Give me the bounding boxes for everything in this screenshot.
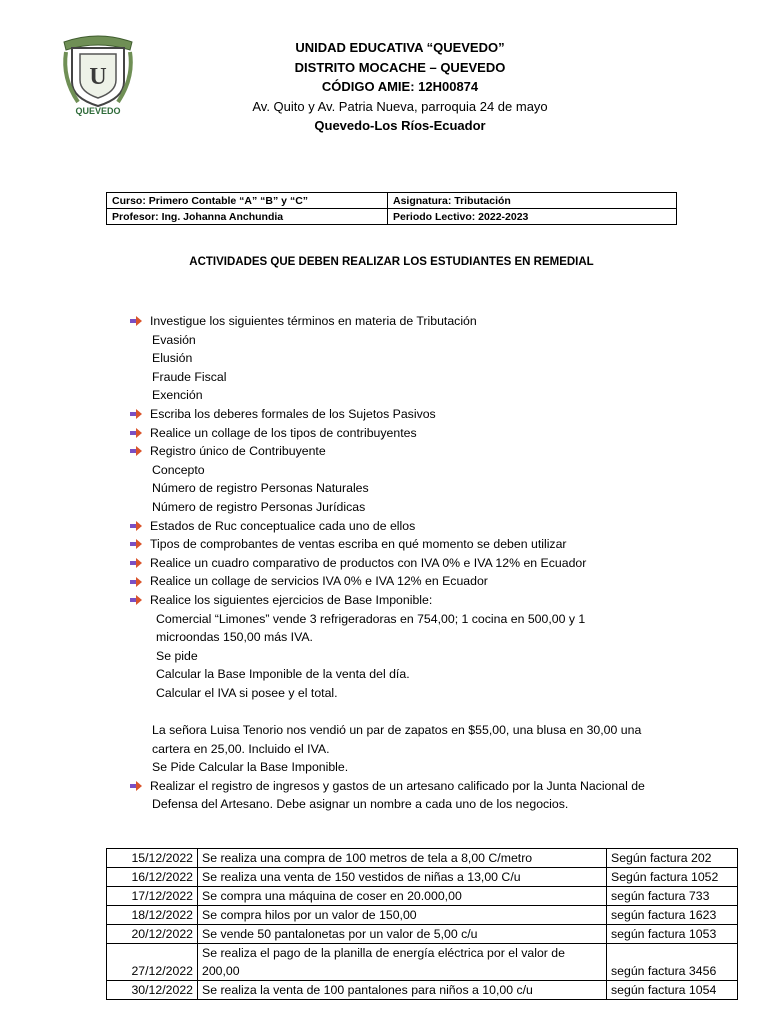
table-row [107, 887, 738, 906]
activities-title: ACTIVIDADES QUE DEBEN REALIZAR LOS ESTUDIANTES EN REMEDIAL [189, 256, 594, 268]
reference-cell: según factura 1623 [607, 906, 738, 925]
date-cell: 30/12/2022 [107, 981, 198, 1000]
arrow-bullet-icon [130, 312, 150, 331]
activity-item [130, 591, 690, 610]
activity-item [130, 554, 690, 573]
ruc-item: Número de registro Personas Naturales [152, 481, 369, 496]
exercise-line: Comercial “Limones” vende 3 refrigeradoras en 754,00; 1 cocina en 500,00 y 1 [156, 611, 586, 626]
term-item: Elusión [152, 351, 193, 366]
date-cell: 17/12/2022 [107, 887, 198, 906]
school-district: DISTRITO MOCACHE – QUEVEDO [294, 59, 506, 75]
reference-cell: Según factura 1052 [607, 868, 738, 887]
school-header [190, 38, 610, 136]
spacer [130, 702, 690, 721]
description-cell: Se realiza el pago de la planilla de energía eléctrica por el valor de 200,00 [198, 944, 607, 981]
reference-cell: según factura 1053 [607, 925, 738, 944]
course-info-table [106, 192, 677, 225]
activity-item [130, 312, 690, 331]
date-cell: 18/12/2022 [107, 906, 198, 925]
term-item: Evasión [152, 332, 196, 347]
ruc-item: Número de registro Personas Jurídicas [152, 499, 366, 514]
exercise-line: microondas 150,00 más IVA. [156, 630, 313, 645]
term-item: Exención [152, 388, 203, 403]
transactions-table [106, 848, 738, 1000]
teacher-cell: Profesor: Ing. Johanna Anchundia [107, 209, 388, 225]
activity-text: Realice un cuadro comparativo de productos con IVA 0% e IVA 12% en Ecuador [150, 555, 587, 570]
table-row [107, 944, 738, 981]
info-row [107, 193, 677, 209]
arrow-bullet-icon [130, 572, 150, 591]
description-cell: Se vende 50 pantalonetas por un valor de 5,00 c/u [198, 925, 607, 944]
activity-text: Escriba los deberes formales de los Sujetos Pasivos [150, 406, 436, 421]
activity-continuation: Defensa del Artesano. Debe asignar un nombre a cada uno de los negocios. [152, 797, 569, 812]
activity-item [130, 405, 690, 424]
exercise-line: La señora Luisa Tenorio nos vendió un par de zapatos en $55,00, una blusa en 30,00 una [152, 723, 642, 738]
period-cell: Periodo Lectivo: 2022-2023 [388, 209, 677, 225]
arrow-bullet-icon [130, 591, 150, 610]
activity-text: Realice los siguientes ejercicios de Base Imponible: [150, 592, 433, 607]
activity-item [130, 442, 690, 461]
description-cell: Se realiza una compra de 100 metros de tela a 8,00 C/metro [198, 849, 607, 868]
info-row [107, 209, 677, 225]
exercise-line: cartera en 25,00. Incluido el IVA. [152, 741, 330, 756]
activity-text: Estados de Ruc conceptualice cada uno de ellos [150, 518, 416, 533]
school-location: Quevedo-Los Ríos-Ecuador [314, 118, 486, 133]
term-item: Fraude Fiscal [152, 369, 227, 384]
activity-item [130, 572, 690, 591]
arrow-bullet-icon [130, 517, 150, 536]
activity-text: Registro único de Contribuyente [150, 444, 326, 459]
logo-text: QUEVEDO [75, 106, 121, 116]
activity-item [130, 517, 690, 536]
arrow-bullet-icon [130, 442, 150, 461]
arrow-bullet-icon [130, 554, 150, 573]
table-row [107, 868, 738, 887]
description-cell: Se compra una máquina de coser en 20.000,00 [198, 887, 607, 906]
logo-letter: U [89, 64, 107, 90]
description-cell: Se compra hilos por un valor de 150,00 [198, 906, 607, 925]
exercise-line: Calcular la Base Imponible de la venta del día. [156, 667, 410, 682]
school-address: Av. Quito y Av. Patria Nueva, parroquia 24 de mayo [252, 98, 548, 114]
activity-text: Realice un collage de servicios IVA 0% e IVA 12% en Ecuador [150, 574, 488, 589]
table-row [107, 981, 738, 1000]
school-logo [58, 28, 138, 116]
arrow-bullet-icon [130, 777, 150, 796]
arrow-bullet-icon [130, 424, 150, 443]
arrow-bullet-icon [130, 535, 150, 554]
exercise-line: Se pide [156, 648, 198, 663]
description-cell: Se realiza una venta de 150 vestidos de niñas a 13,00 C/u [198, 868, 607, 887]
exercise-line: Se Pide Calcular la Base Imponible. [152, 760, 349, 775]
arrow-bullet-icon [130, 405, 150, 424]
subject-cell: Asignatura: Tributación [388, 193, 677, 209]
table-row [107, 849, 738, 868]
activity-item [130, 535, 690, 554]
reference-cell: Según factura 202 [607, 849, 738, 868]
activity-text: Tipos de comprobantes de ventas escriba en qué momento se deben utilizar [150, 537, 567, 552]
school-name: UNIDAD EDUCATIVA “QUEVEDO” [295, 40, 505, 55]
activity-text: Investigue los siguientes términos en materia de Tributación [150, 314, 477, 328]
activity-item [130, 777, 690, 796]
date-cell: 20/12/2022 [107, 925, 198, 944]
activities-list [130, 312, 690, 814]
activity-text: Realice un collage de los tipos de contribuyentes [150, 425, 417, 440]
activity-text: Realizar el registro de ingresos y gastos de un artesano calificado por la Junta Nacional de [150, 778, 645, 793]
activity-item [130, 424, 690, 443]
exercise-line: Calcular el IVA si posee y el total. [156, 685, 338, 700]
table-row [107, 906, 738, 925]
ruc-item: Concepto [152, 462, 205, 477]
date-cell: 27/12/2022 [107, 944, 198, 981]
table-row [107, 925, 738, 944]
reference-cell: según factura 733 [607, 887, 738, 906]
date-cell: 16/12/2022 [107, 868, 198, 887]
description-cell: Se realiza la venta de 100 pantalones para niños a 10,00 c/u [198, 981, 607, 1000]
date-cell: 15/12/2022 [107, 849, 198, 868]
reference-cell: según factura 3456 [607, 944, 738, 981]
school-amie: CÓDIGO AMIE: 12H00874 [321, 79, 479, 94]
course-cell: Curso: Primero Contable “A” “B” y “C” [107, 193, 388, 209]
reference-cell: según factura 1054 [607, 981, 738, 1000]
